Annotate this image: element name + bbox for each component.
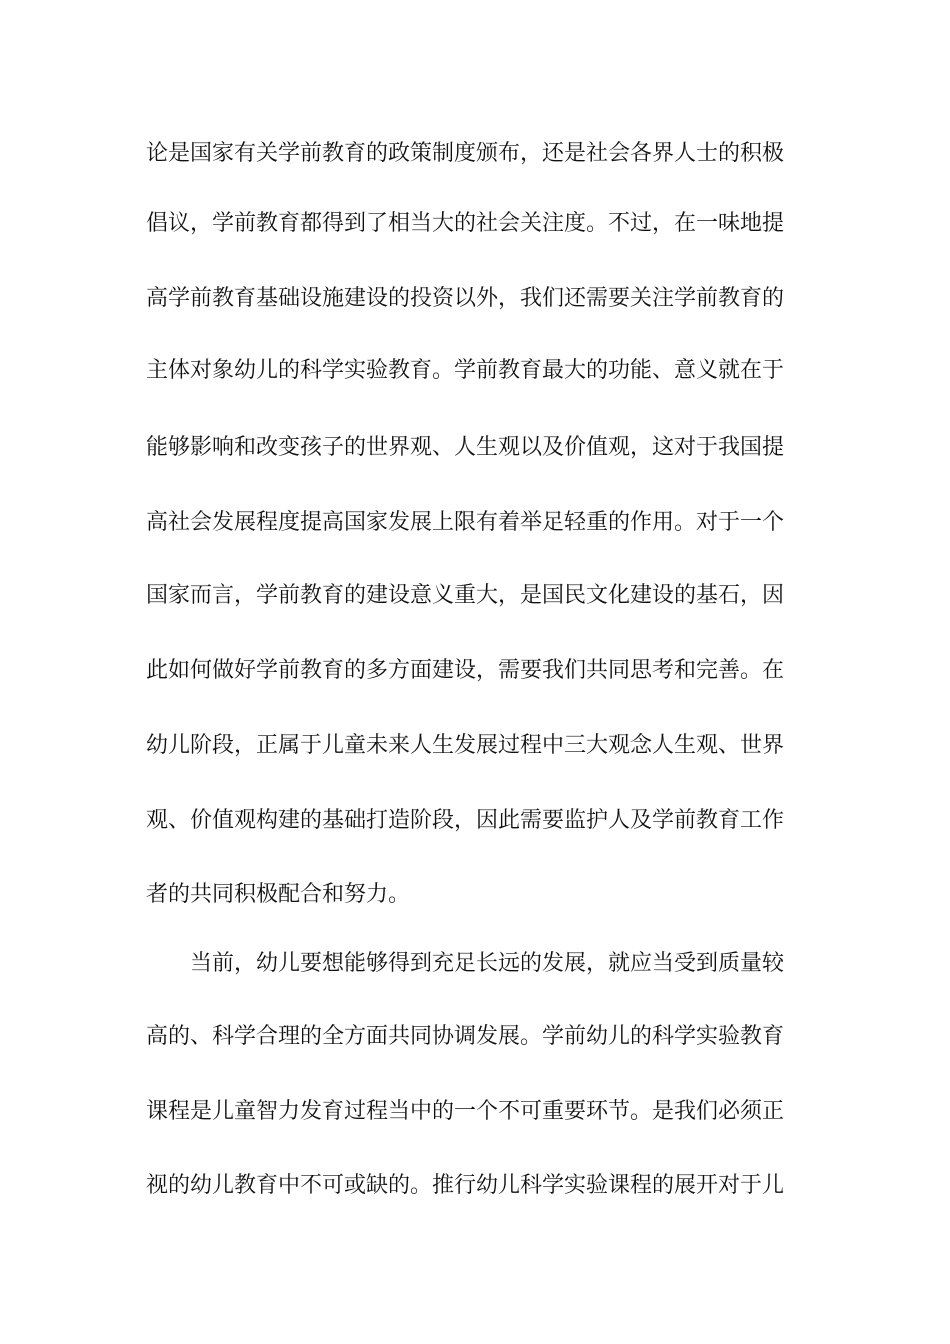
paragraph-2-line-4: 视的幼儿教育中不可或缺的。推行幼儿科学实验课程的展开对于儿 <box>146 1173 785 1198</box>
paragraph-1-line-8: 此如何做好学前教育的多方面建设，需要我们共同思考和完善。在 <box>146 658 785 683</box>
paragraph-1-line-9: 幼儿阶段，正属于儿童未来人生发展过程中三大观念人生观、世界 <box>146 733 785 758</box>
paragraph-2-line-3: 课程是儿童智力发育过程当中的一个不可重要环节。是我们必须正 <box>146 1099 785 1124</box>
paragraph-1-line-10: 观、价值观构建的基础打造阶段，因此需要监护人及学前教育工作 <box>146 808 785 833</box>
paragraph-1-line-4: 主体对象幼儿的科学实验教育。学前教育最大的功能、意义就在于 <box>146 358 785 383</box>
paragraph-1-line-6: 高社会发展程度提高国家发展上限有着举足轻重的作用。对于一个 <box>146 510 785 535</box>
paragraph-1-line-11: 者的共同积极配合和努力。 <box>146 882 411 907</box>
paragraph-1-line-3: 高学前教育基础设施建设的投资以外，我们还需要关注学前教育的 <box>146 286 785 311</box>
paragraph-1-line-7: 国家而言，学前教育的建设意义重大，是国民文化建设的基石，因 <box>146 583 785 608</box>
paragraph-1-line-5: 能够影响和改变孩子的世界观、人生观以及价值观，这对于我国提 <box>146 435 785 460</box>
paragraph-2-line-1: 当前，幼儿要想能够得到充足长远的发展，就应当受到质量较 <box>190 951 785 976</box>
paragraph-1-line-1: 论是国家有关学前教育的政策制度颁布，还是社会各界人士的积极 <box>146 141 785 166</box>
paragraph-2-line-2: 高的、科学合理的全方面共同协调发展。学前幼儿的科学实验教育 <box>146 1024 785 1049</box>
paragraph-1-line-2: 倡议，学前教育都得到了相当大的社会关注度。不过，在一味地提 <box>146 211 785 236</box>
